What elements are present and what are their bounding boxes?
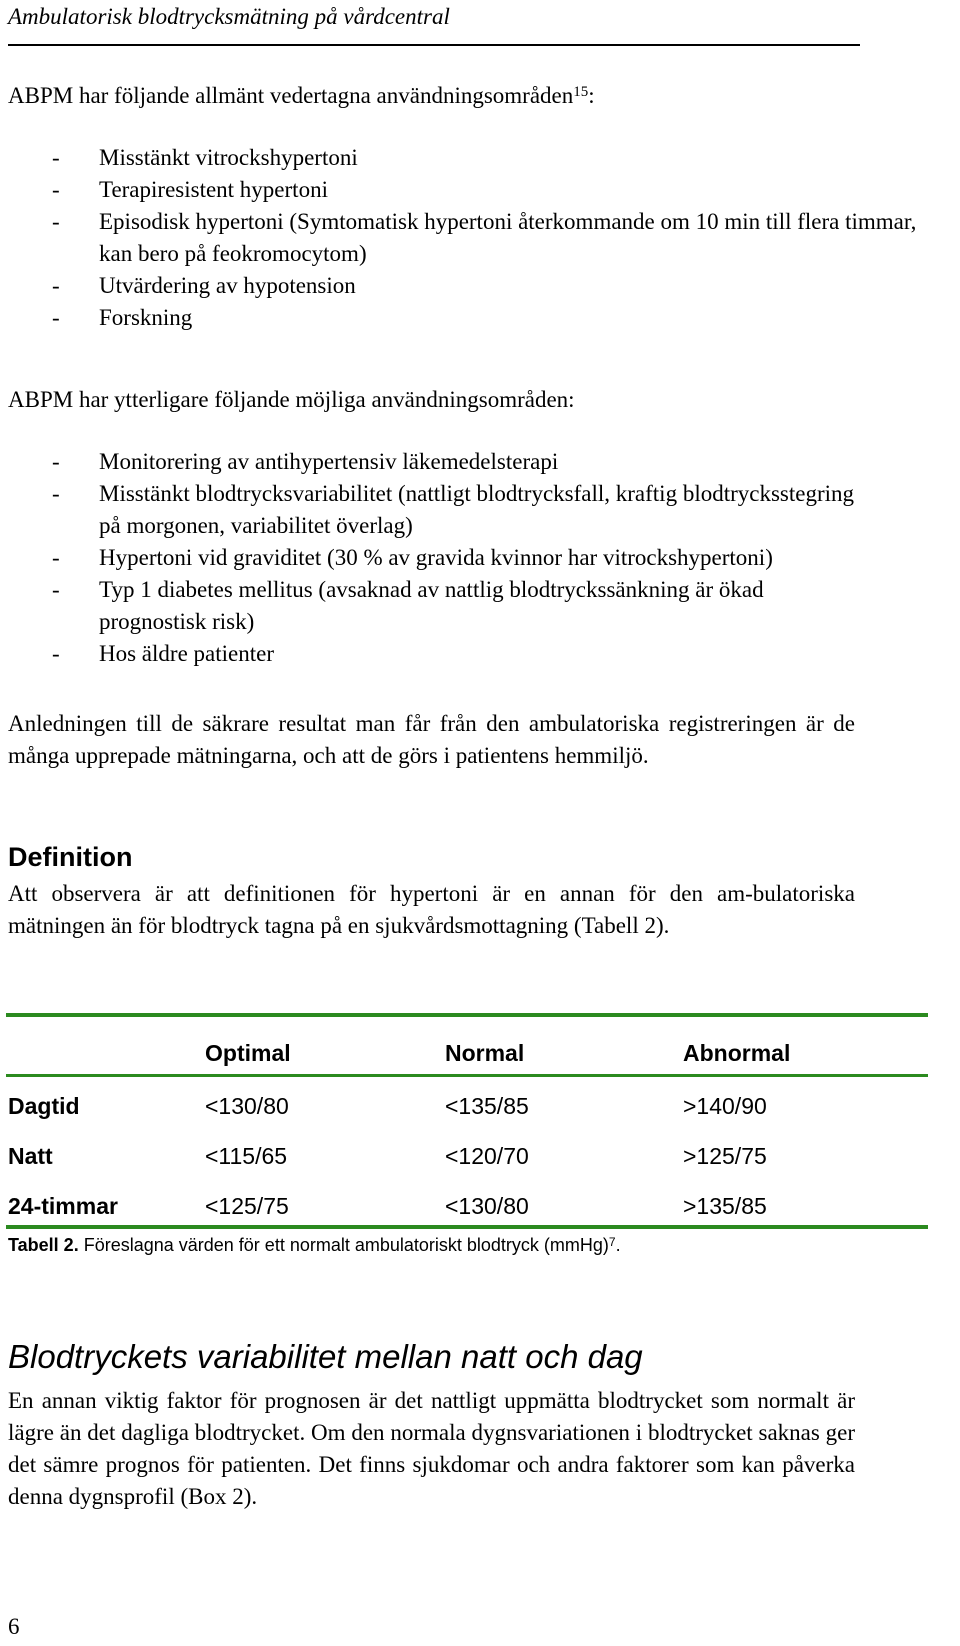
list-item <box>8 302 958 334</box>
table-row <box>6 1089 928 1123</box>
list-item-text: Terapiresistent hypertoni <box>99 177 328 202</box>
list-item-text: Monitorering av antihypertensiv läkemedelsterapi <box>99 449 559 474</box>
intro-suffix: : <box>588 83 595 108</box>
cell-normal: <120/70 <box>445 1143 529 1169</box>
possible-uses-list <box>8 446 860 670</box>
caption-end: . <box>615 1235 621 1255</box>
intro-paragraph-2: ABPM har ytterligare följande möjliga användningsområden: <box>8 387 575 412</box>
established-uses-list <box>8 142 958 334</box>
cell-optimal: <130/80 <box>205 1093 289 1119</box>
col-header-optimal: Optimal <box>205 1040 291 1066</box>
list-item <box>8 174 958 206</box>
list-item <box>8 638 860 670</box>
intro-paragraph-1 <box>8 80 855 112</box>
list-item <box>8 542 860 574</box>
table-header-row <box>6 1036 928 1070</box>
table-top-rule <box>6 1013 928 1017</box>
footnote-ref-15: 15 <box>573 84 589 100</box>
cell-abnormal: >135/85 <box>683 1193 767 1219</box>
caption-text: Föreslagna värden för ett normalt ambulatoriskt blodtryck (mmHg) <box>78 1235 609 1255</box>
variability-paragraph: En annan viktig faktor för prognosen är det nattligt uppmätta blodtrycket som normalt är lägre än det dagliga blodtrycket. Om den normala dygnsvariationen i blodtrycket saknas ger det sämre prognos för patienten. Det finns sjukdomar och andra faktorer som kan påverka denna dygnsprofil (Box 2). <box>8 1388 855 1509</box>
row-label: Dagtid <box>8 1093 80 1119</box>
list-item <box>8 206 958 270</box>
list-dash: - <box>52 545 60 570</box>
running-head-title: Ambulatorisk blodtrycksmätning på vårdcentral <box>8 4 450 29</box>
list-item-text: Typ 1 diabetes mellitus (avsaknad av nattlig blodtryckssänkning är ökad prognostisk risk) <box>99 577 764 634</box>
page-number: 6 <box>8 1614 20 1639</box>
table-bottom-rule <box>6 1225 928 1229</box>
section-heading-definition: Definition <box>8 842 133 872</box>
list-dash: - <box>52 305 60 330</box>
row-label: 24-timmar <box>8 1193 118 1219</box>
table-header-rule <box>6 1074 928 1077</box>
list-dash: - <box>52 481 60 506</box>
definition-paragraph: Att observera är att definitionen för hypertoni är en annan för den am-bulatoriska mätningen än för blodtryck tagna på en sjukvårdsmottagning (Tabell 2). <box>8 881 855 938</box>
cell-optimal: <125/75 <box>205 1193 289 1219</box>
table-caption <box>8 1233 621 1257</box>
cell-normal: <135/85 <box>445 1093 529 1119</box>
list-dash: - <box>52 145 60 170</box>
list-item <box>8 478 860 542</box>
list-item-text: Hos äldre patienter <box>99 641 274 666</box>
list-dash: - <box>52 209 60 234</box>
list-item-text: Misstänkt vitrockshypertoni <box>99 145 358 170</box>
col-header-abnormal: Abnormal <box>683 1040 791 1066</box>
list-item-text: Utvärdering av hypotension <box>99 273 356 298</box>
list-item <box>8 574 860 638</box>
table-row <box>6 1189 928 1223</box>
list-item-text: Hypertoni vid graviditet (30 % av gravida kvinnor har vitrockshypertoni) <box>99 545 773 570</box>
cell-abnormal: >125/75 <box>683 1143 767 1169</box>
list-item-text: Episodisk hypertoni (Symtomatisk hypertoni återkommande om 10 min till flera timmar, kan bero på feokromocytom) <box>99 209 917 266</box>
list-item <box>8 142 958 174</box>
list-dash: - <box>52 577 60 602</box>
list-dash: - <box>52 449 60 474</box>
list-dash: - <box>52 273 60 298</box>
col-header-normal: Normal <box>445 1040 525 1066</box>
cell-normal: <130/80 <box>445 1193 529 1219</box>
list-item <box>8 270 958 302</box>
section-heading-variability: Blodtryckets variabilitet mellan natt och dag <box>8 1338 643 1375</box>
intro-text-1: ABPM har följande allmänt vedertagna användningsområden <box>8 83 574 108</box>
reason-paragraph: Anledningen till de säkrare resultat man får från den ambulatoriska registreringen är de många upprepade mätningarna, och att de görs i patientens hemmiljö. <box>8 711 855 768</box>
list-dash: - <box>52 177 60 202</box>
list-item <box>8 446 860 478</box>
row-label: Natt <box>8 1143 53 1169</box>
caption-label: Tabell 2. <box>8 1235 79 1255</box>
table-row <box>6 1139 928 1173</box>
list-item-text: Forskning <box>99 305 193 330</box>
cell-abnormal: >140/90 <box>683 1093 767 1119</box>
cell-optimal: <115/65 <box>205 1143 288 1169</box>
list-dash: - <box>52 641 60 666</box>
caption-ref: 7 <box>608 1235 616 1249</box>
list-item-text: Misstänkt blodtrycksvariabilitet (nattligt blodtrycksfall, kraftig blodtrycksstegring på morgonen, variabilitet överlag) <box>99 481 855 538</box>
running-head <box>8 0 860 46</box>
